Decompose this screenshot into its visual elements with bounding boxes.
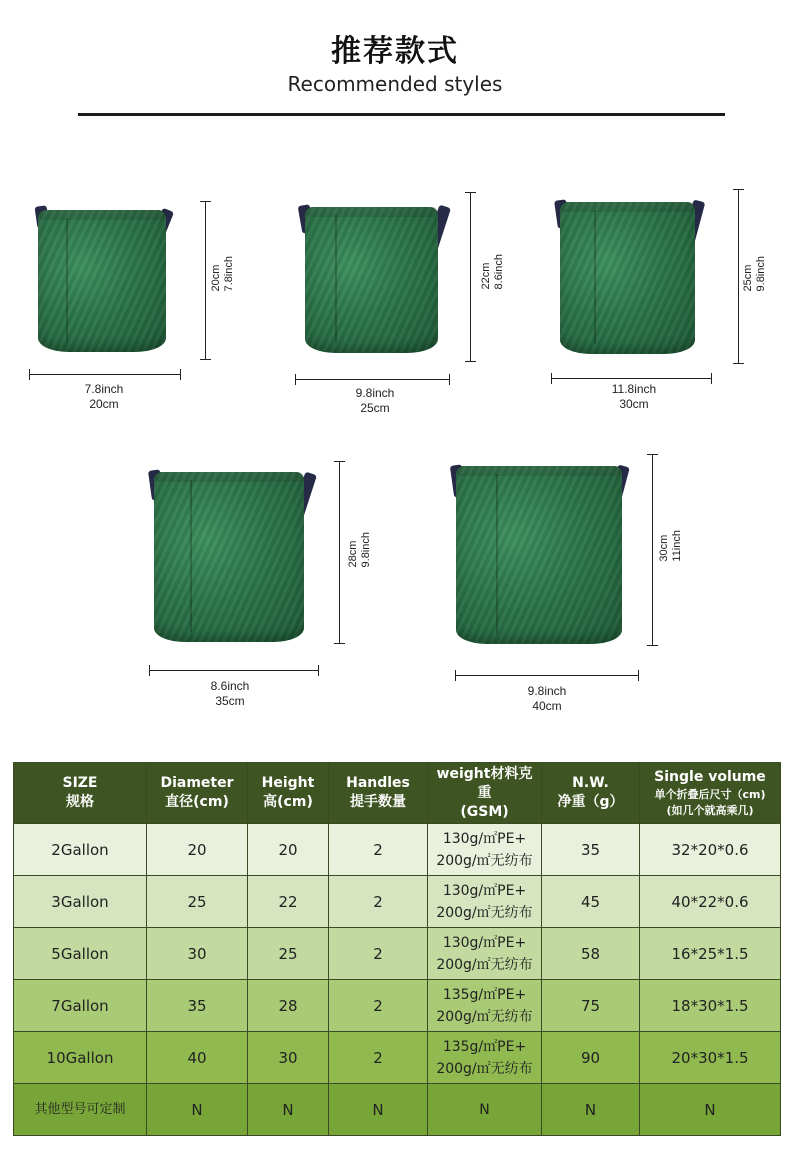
width-dimension-line xyxy=(455,675,639,676)
width-label: 11.8inch 30cm xyxy=(611,382,657,411)
cell-handles: N xyxy=(329,1084,428,1136)
table-row xyxy=(14,928,781,980)
table-row xyxy=(14,876,781,928)
header-nw: N.W. 净重（g） xyxy=(542,763,640,824)
cell-height: 28 xyxy=(248,980,329,1032)
width-dimension-line xyxy=(149,670,319,671)
cell-height: 25 xyxy=(248,928,329,980)
width-dimension-line xyxy=(29,374,181,375)
cell-diameter: 40 xyxy=(147,1032,248,1084)
height-label: 30cm 11inch xyxy=(658,530,683,562)
header-weight: weight材料克 重 (GSM) xyxy=(428,763,542,824)
cell-gsm: 135g/㎡PE+ 200g/㎡无纺布 xyxy=(428,1032,542,1084)
table-row xyxy=(14,1032,781,1084)
cell-handles: 2 xyxy=(329,980,428,1032)
cell-size: 7Gallon xyxy=(14,980,147,1032)
width-label: 8.6inch 35cm xyxy=(210,679,250,708)
page-title-en: Recommended styles xyxy=(287,72,503,96)
cell-volume: 20*30*1.5 xyxy=(640,1032,781,1084)
cell-gsm: 130g/㎡PE+ 200g/㎡无纺布 xyxy=(428,876,542,928)
cell-handles: 2 xyxy=(329,1032,428,1084)
cell-height: 20 xyxy=(248,824,329,876)
cell-diameter: 20 xyxy=(147,824,248,876)
table-header-row xyxy=(14,763,781,824)
cell-diameter: 35 xyxy=(147,980,248,1032)
cell-volume: 32*20*0.6 xyxy=(640,824,781,876)
cell-volume: 16*25*1.5 xyxy=(640,928,781,980)
cell-handles: 2 xyxy=(329,928,428,980)
cell-height: 22 xyxy=(248,876,329,928)
cell-height: N xyxy=(248,1084,329,1136)
cell-volume: 18*30*1.5 xyxy=(640,980,781,1032)
grow-bag-image xyxy=(154,472,304,642)
width-label: 9.8inch 25cm xyxy=(355,386,395,415)
header-volume: Single volume 单个折叠后尺寸（cm) (如几个就高乘几) xyxy=(640,763,781,824)
table-row xyxy=(14,1084,781,1136)
cell-volume: N xyxy=(640,1084,781,1136)
cell-nw: 45 xyxy=(542,876,640,928)
cell-handles: 2 xyxy=(329,824,428,876)
cell-nw: 90 xyxy=(542,1032,640,1084)
width-dimension-line xyxy=(551,378,712,379)
cell-size: 3Gallon xyxy=(14,876,147,928)
spec-table xyxy=(13,762,781,1136)
title-divider xyxy=(78,113,725,116)
cell-nw: 58 xyxy=(542,928,640,980)
cell-nw: 35 xyxy=(542,824,640,876)
width-dimension-line xyxy=(295,379,450,380)
header-diameter: Diameter 直径(cm) xyxy=(147,763,248,824)
cell-nw: N xyxy=(542,1084,640,1136)
cell-nw: 75 xyxy=(542,980,640,1032)
cell-diameter: 30 xyxy=(147,928,248,980)
cell-volume: 40*22*0.6 xyxy=(640,876,781,928)
height-dimension-line xyxy=(339,461,340,644)
width-label: 9.8inch 40cm xyxy=(527,684,567,713)
header-handles: Handles 提手数量 xyxy=(329,763,428,824)
table-row xyxy=(14,824,781,876)
cell-height: 30 xyxy=(248,1032,329,1084)
width-label: 7.8inch 20cm xyxy=(84,382,124,411)
height-dimension-line xyxy=(470,192,471,362)
height-label: 25cm 9.8inch xyxy=(742,256,767,292)
cell-diameter: 25 xyxy=(147,876,248,928)
cell-gsm: 130g/㎡PE+ 200g/㎡无纺布 xyxy=(428,928,542,980)
cell-gsm: 135g/㎡PE+ 200g/㎡无纺布 xyxy=(428,980,542,1032)
height-label: 28cm 9.8inch xyxy=(347,532,372,568)
header-height: Height 高(cm) xyxy=(248,763,329,824)
cell-size: 5Gallon xyxy=(14,928,147,980)
grow-bag-image xyxy=(560,202,695,354)
cell-gsm: 130g/㎡PE+ 200g/㎡无纺布 xyxy=(428,824,542,876)
page-title-cn: 推荐款式 xyxy=(331,34,459,69)
cell-size: 10Gallon xyxy=(14,1032,147,1084)
grow-bag-image xyxy=(305,207,438,353)
cell-diameter: N xyxy=(147,1084,248,1136)
grow-bag-image xyxy=(456,466,622,644)
cell-size: 其他型号可定制 xyxy=(14,1084,147,1136)
cell-gsm: N xyxy=(428,1084,542,1136)
grow-bag-image xyxy=(38,210,166,352)
height-dimension-line xyxy=(738,189,739,364)
cell-size: 2Gallon xyxy=(14,824,147,876)
height-dimension-line xyxy=(205,201,206,360)
height-label: 22cm 8.6inch xyxy=(480,254,505,290)
table-row xyxy=(14,980,781,1032)
height-dimension-line xyxy=(652,454,653,646)
header-size: SIZE 规格 xyxy=(14,763,147,824)
height-label: 20cm 7.8inch xyxy=(210,256,235,292)
cell-handles: 2 xyxy=(329,876,428,928)
